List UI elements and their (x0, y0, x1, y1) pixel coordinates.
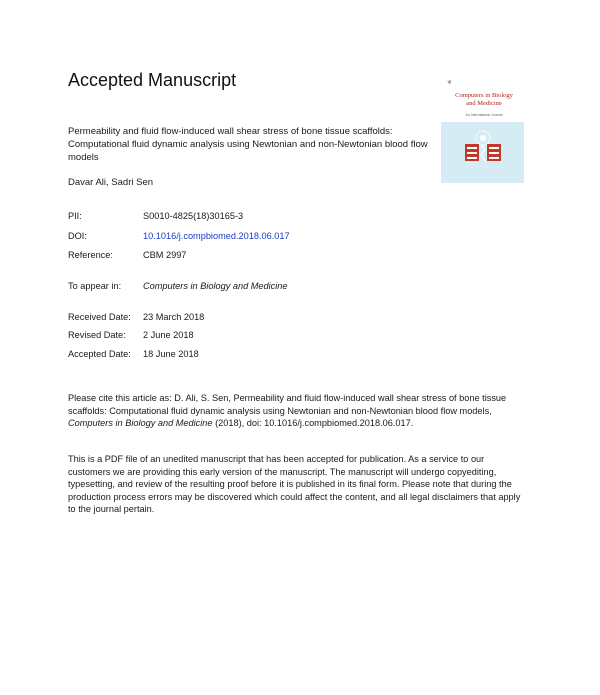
cover-artwork-icon (462, 128, 504, 168)
citation-journal: Computers in Biology and Medicine (68, 418, 213, 428)
revised-date-value: 2 June 2018 (143, 330, 194, 340)
page-title: Accepted Manuscript (68, 70, 237, 90)
pii-value: S0010-4825(18)30165-3 (143, 211, 244, 221)
manuscript-notice: This is a PDF file of an unedited manuscript that has been accepted for publication. As a service to our customers we are providing this early version of the manuscript. The manuscript will undergo copyediting, typesetting, and review of the resulting proof before it is published in its final form. Please note that during the production process errors may be discovered which could affect the content, and all legal disclaimers that apply to the journal pertain. (68, 454, 521, 514)
reference-label: Reference: (68, 250, 113, 260)
citation-paragraph (68, 392, 528, 430)
article-authors: Davar Ali, Sadri Sen (68, 177, 154, 188)
citation-prefix: Please cite this article as: D. Ali, S. Sen, Permeability and fluid flow-induced wall shear stress of bone tissue scaffolds: Computational fluid dynamic analysis using Newtonian and non-Newtonian blood flow models, (68, 393, 507, 416)
received-date-label: Received Date: (68, 312, 131, 322)
pii-label: PII: (68, 211, 82, 221)
accepted-date-label: Accepted Date: (68, 349, 131, 359)
reference-value: CBM 2997 (143, 250, 187, 260)
received-date-value: 23 March 2018 (143, 312, 205, 322)
accepted-date-value: 18 June 2018 (143, 349, 199, 359)
publisher-logo-icon: ❦ (447, 80, 453, 86)
appear-in-value: Computers in Biology and Medicine (143, 281, 288, 291)
revised-date-label: Revised Date: (68, 330, 126, 340)
citation-suffix: (2018), doi: 10.1016/j.compbiomed.2018.06.017. (212, 418, 414, 428)
doi-label: DOI: (68, 231, 87, 241)
article-title: Permeability and fluid flow-induced wall shear stress of bone tissue scaffolds: Computational fluid dynamic analysis using Newtonian and non-Newtonian blood flow models (68, 126, 428, 163)
cover-subtitle: An International Journal (465, 113, 503, 117)
doi-link[interactable]: 10.1016/j.compbiomed.2018.06.017 (143, 231, 290, 241)
appear-in-label: To appear in: (68, 281, 122, 291)
cover-journal-name: Computers in Biology and Medicine (455, 92, 513, 107)
